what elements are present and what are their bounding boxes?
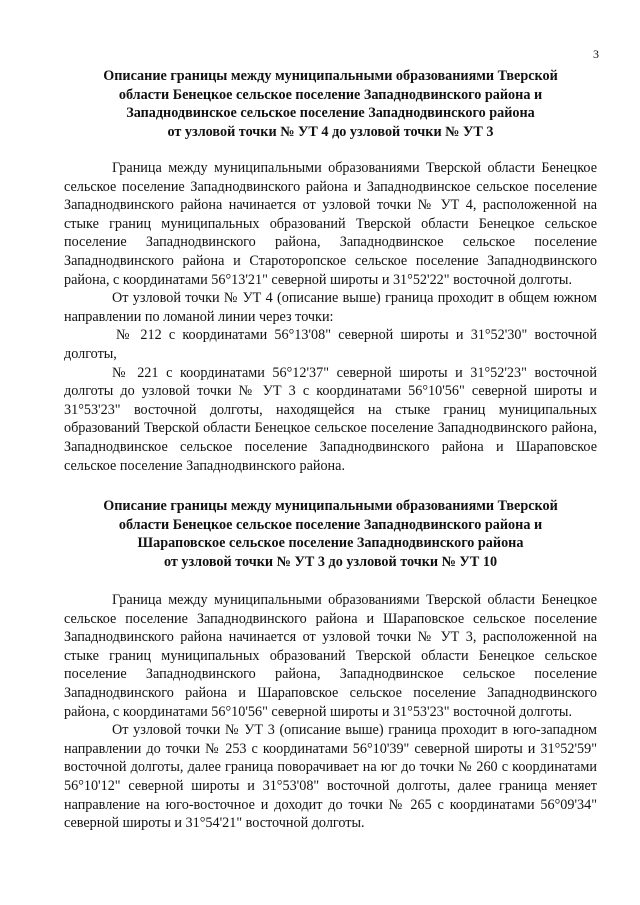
heading-line: от узловой точки № УТ 3 до узловой точки № УТ 10 bbox=[163, 553, 498, 570]
paragraph: Граница между муниципальными образованиями Тверской области Бенецкое сельское поселение Западнодвинского района и Западнодвинское сельское поселение Западнодвинского района начинается от узловой точки № УТ 4, расположенной на стыке границ муниципальных образований Тверской области Бенецкое сельское поселение Западнодвинского района, Западнодвинское сельское поселение Западнодвинского района и Староторопское сельское поселение Западнодвинского района, с координатами 56°13'21" северной широты и 31°52'22" восточной долготы. bbox=[64, 160, 597, 288]
heading-line: Западнодвинское сельское поселение Западнодвинского района bbox=[126, 105, 535, 121]
page-number: 3 bbox=[593, 47, 599, 61]
heading-line: от узловой точки № УТ 4 до узловой точки № УТ 3 bbox=[167, 123, 494, 140]
heading-line: области Бенецкое сельское поселение Западнодвинского района и bbox=[118, 86, 543, 103]
section-ut4-ut3 bbox=[64, 67, 597, 475]
paragraph: № 212 с координатами 56°13'08" северной широты и 31°52'30" восточной долготы, bbox=[64, 327, 597, 362]
section-ut3-ut10 bbox=[64, 497, 597, 833]
heading-line: Шараповское сельское поселение Западнодвинского района bbox=[137, 535, 524, 552]
paragraph: От узловой точки № УТ 3 (описание выше) граница проходит в юго-западном направлении до точки № 253 с координатами 56°10'39" северной широты и 31°52'59" восточной долготы, далее граница поворачивает на юг до точки № 260 с координатами 56°10'12" северной широты и 31°53'08" восточной долготы, далее граница меняет направление на юго-восточное и доходит до точки № 265 с координатами 56°09'34" северной широты и 31°54'21" восточной долготы. bbox=[64, 722, 597, 832]
section-heading bbox=[64, 497, 597, 571]
heading-line: Описание границы между муниципальными образованиями Тверской bbox=[103, 68, 558, 84]
section-heading bbox=[64, 67, 597, 141]
heading-line: области Бенецкое сельское поселение Западнодвинского района и bbox=[118, 516, 543, 533]
heading-line: Описание границы между муниципальными образованиями Тверской bbox=[103, 498, 558, 515]
paragraph: От узловой точки № УТ 4 (описание выше) граница проходит в общем южном направлении по ломаной линии через точки: bbox=[64, 290, 597, 325]
paragraph: № 221 с координатами 56°12'37" северной широты и 31°52'23" восточной долготы до узловой точки № УТ 3 с координатами 56°10'56" северной широты и 31°53'23" восточной долготы, находящейся на стыке границ муниципальных образований Тверской области Бенецкое сельское поселение Западнодвинского района, Западнодвинское сельское поселение Западнодвинского района и Шараповское сельское поселение Западнодвинского района. bbox=[64, 364, 597, 474]
document-body bbox=[64, 67, 597, 833]
paragraph: Граница между муниципальными образованиями Тверской области Бенецкое сельское поселение Западнодвинского района и Шараповское сельское поселение Западнодвинского района начинается от узловой точки № УТ 3, расположенной на стыке границ муниципальных образований Тверской области Бенецкое сельское поселение Западнодвинского района, Западнодвинское сельское поселение Западнодвинского района и Шараповское сельское поселение Западнодвинского района, с координатами 56°10'56" северной широты и 31°53'23" восточной долготы. bbox=[64, 592, 597, 720]
